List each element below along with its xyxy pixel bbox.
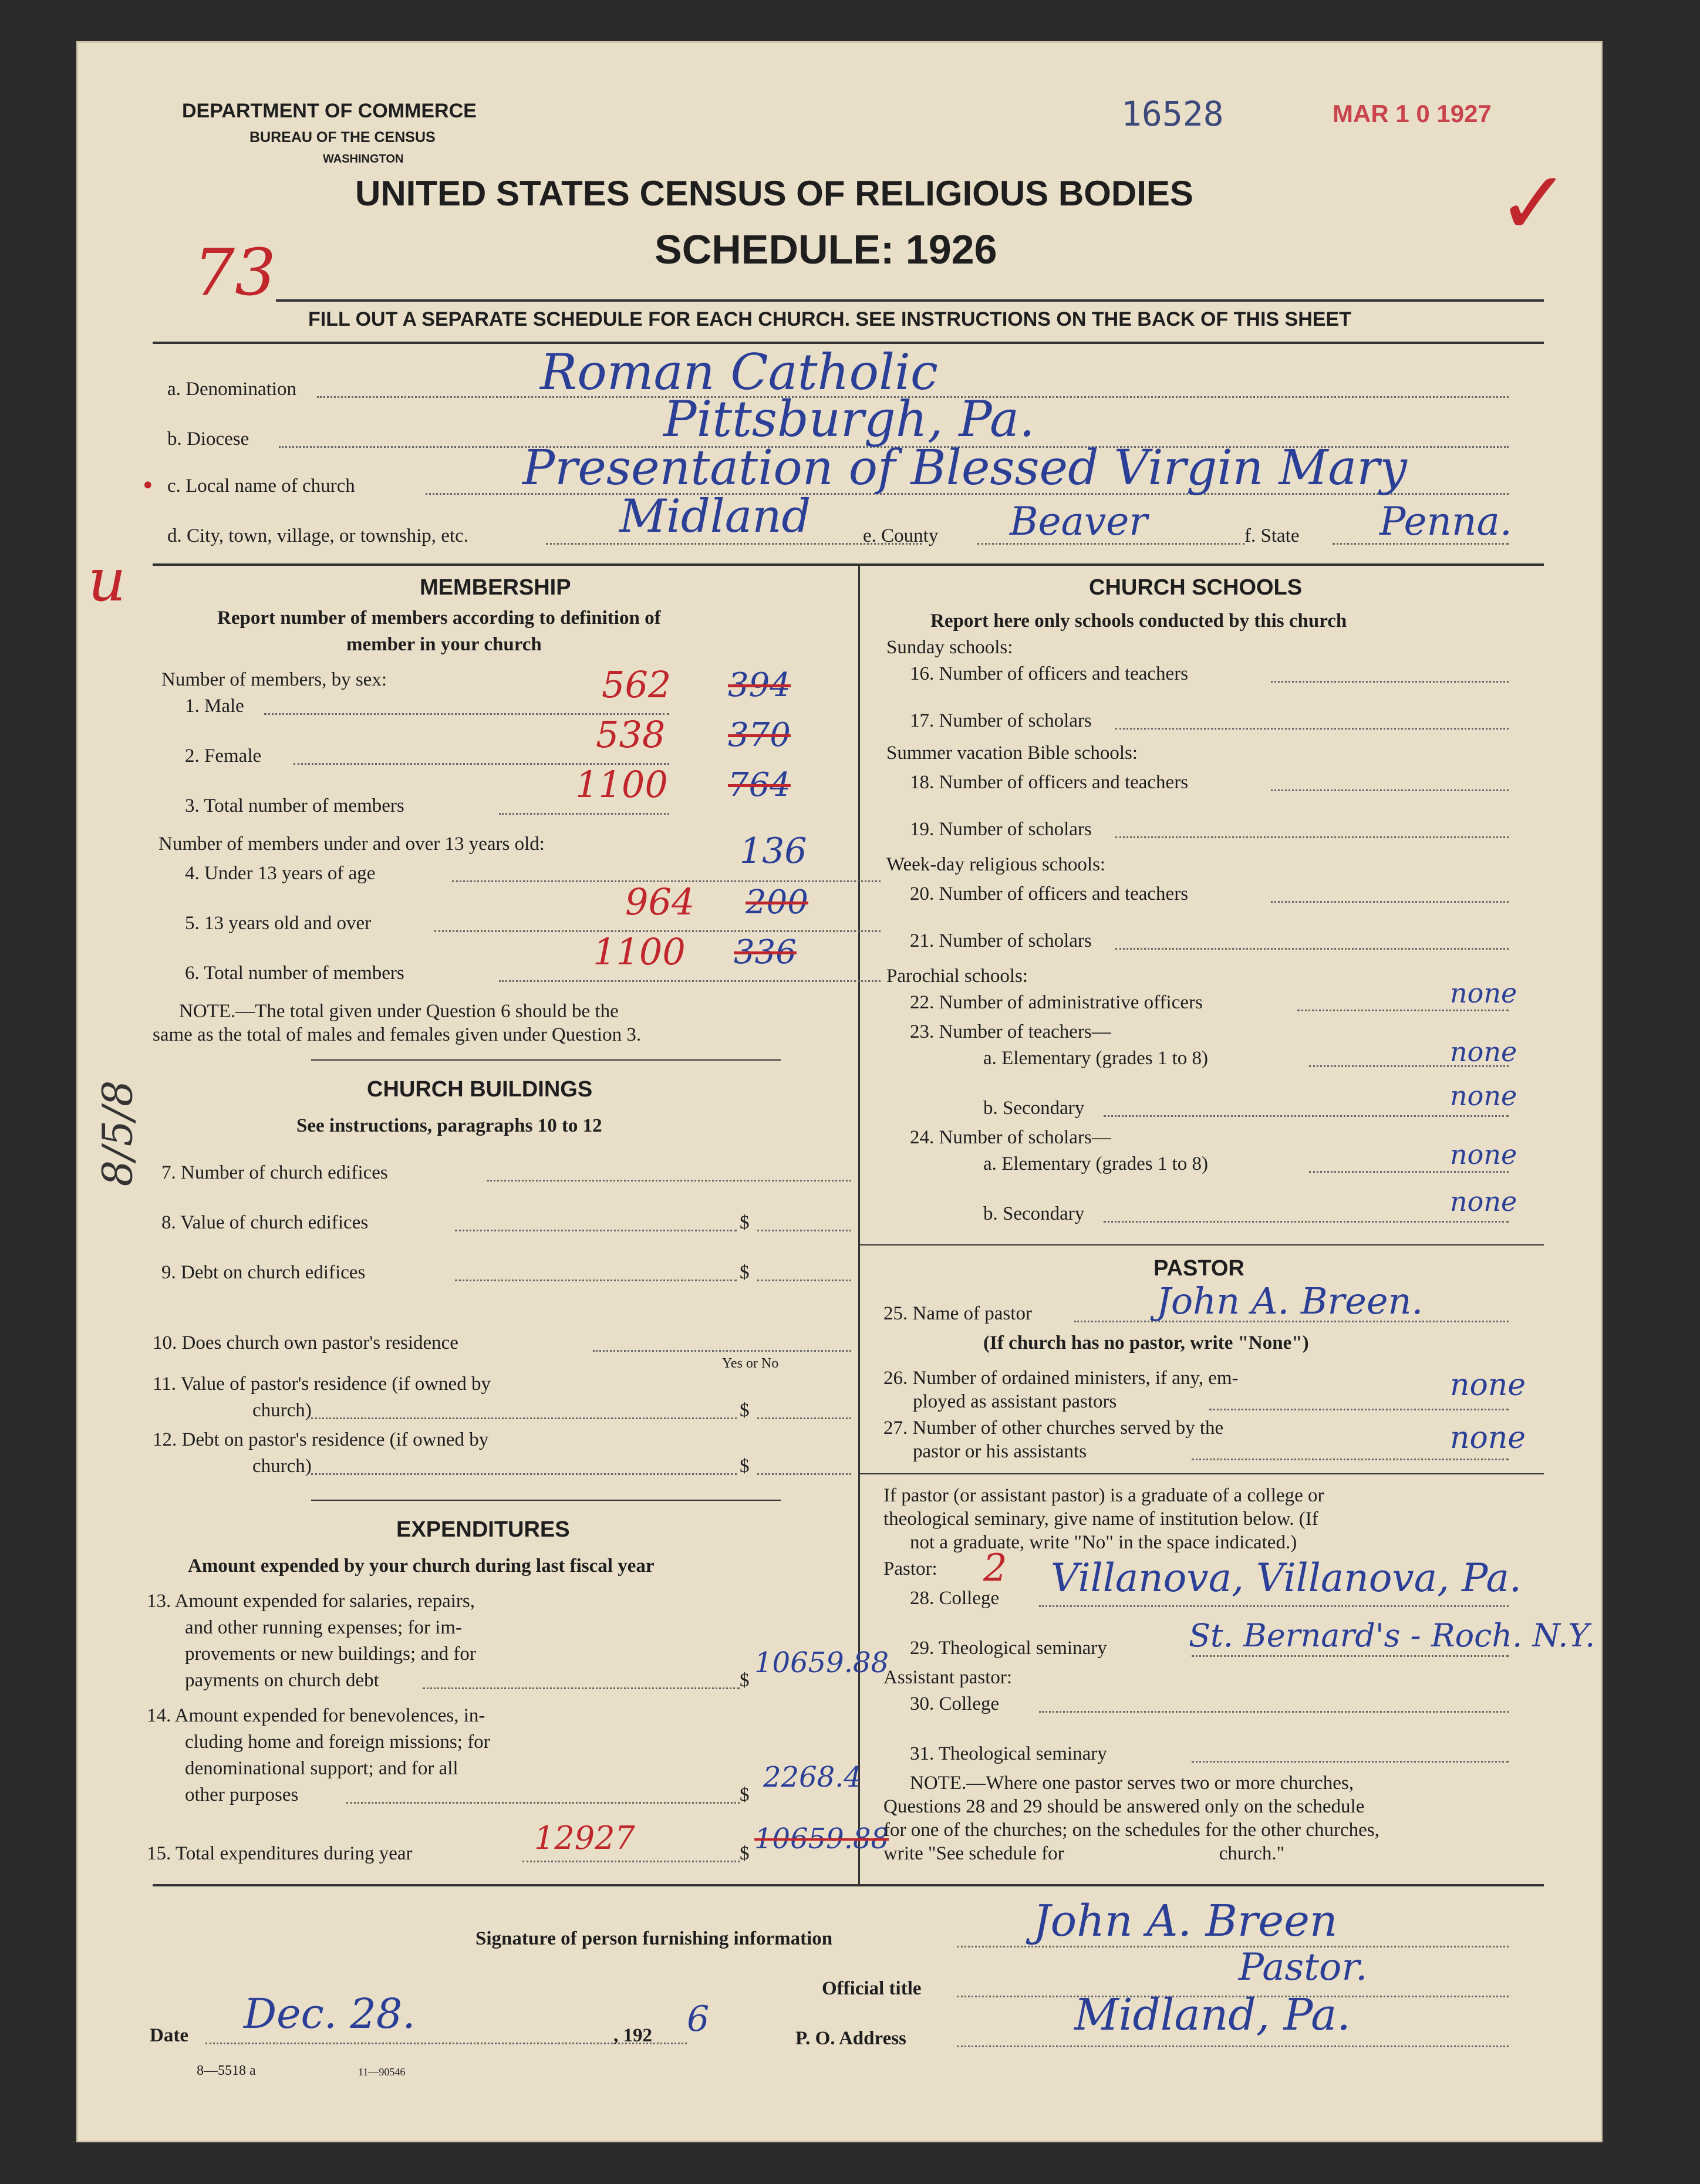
rule xyxy=(153,563,1544,566)
q9-label: 9. Debt on church edifices xyxy=(161,1262,366,1283)
assistant-pastor-label: Assistant pastor: xyxy=(883,1667,1013,1688)
graduate-note-3: not a graduate, write "No" in the space indicated.) xyxy=(910,1532,1297,1553)
q1-male-label: 1. Male xyxy=(185,696,244,717)
q11-label-1: 11. Value of pastor's residence (if owned by xyxy=(153,1373,491,1395)
q28-line xyxy=(1039,1605,1509,1607)
q3-line xyxy=(499,813,669,815)
red-margin-mark: u xyxy=(88,546,126,615)
q24b-value: none xyxy=(1450,1186,1517,1217)
year-label: , 192 xyxy=(613,2025,652,2046)
q15-line xyxy=(522,1861,740,1862)
q9-line xyxy=(455,1280,737,1281)
q12-label-1: 12. Debt on pastor's residence (if owned by xyxy=(153,1429,489,1450)
pastor-note-1: NOTE.—Where one pastor serves two or more churches, xyxy=(910,1773,1354,1794)
q27-line xyxy=(1192,1459,1509,1460)
rule xyxy=(311,1500,781,1501)
q19-line xyxy=(1115,836,1509,838)
county-label: e. County xyxy=(863,525,939,546)
q31-line xyxy=(1192,1761,1509,1763)
sunday-schools-label: Sunday schools: xyxy=(886,637,1013,658)
diocese-label: b. Diocese xyxy=(167,428,249,450)
red-check-mark: ✓ xyxy=(1497,156,1571,253)
membership-subtitle-1: Report number of members according to definition of xyxy=(217,607,661,629)
q17-line xyxy=(1115,728,1509,730)
membership-note-1: NOTE.—The total given under Question 6 should be the xyxy=(179,1001,619,1022)
expenditures-title: EXPENDITURES xyxy=(396,1517,570,1542)
q16-line xyxy=(1271,681,1509,683)
city-value: Midland xyxy=(619,490,811,543)
received-date-stamp: MAR 1 0 1927 xyxy=(1333,100,1492,127)
q6-total-value: 1100 xyxy=(593,930,686,973)
q27-value: none xyxy=(1450,1420,1526,1456)
q3-total-label: 3. Total number of members xyxy=(185,795,404,816)
q12-dollar: $ xyxy=(740,1456,750,1477)
q13-label-2: and other running expenses; for im- xyxy=(185,1617,462,1638)
q4-under13-value: 136 xyxy=(740,831,807,872)
q5-over13-original: 200 xyxy=(746,883,808,921)
q30-line xyxy=(1039,1711,1509,1713)
q21-line xyxy=(1115,948,1509,950)
q5-over13-value: 964 xyxy=(625,880,695,923)
q8-label: 8. Value of church edifices xyxy=(161,1212,369,1233)
rule xyxy=(153,1884,1544,1886)
q11-amount-line xyxy=(757,1417,851,1419)
official-title-label: Official title xyxy=(822,1978,922,1999)
q23b-value: none xyxy=(1450,1080,1517,1112)
official-title-value: Pastor. xyxy=(1239,1946,1368,1989)
church-buildings-subtitle: See instructions, paragraphs 10 to 12 xyxy=(296,1115,602,1136)
under-over-label: Number of members under and over 13 years old: xyxy=(158,833,545,855)
weekday-schools-label: Week-day religious schools: xyxy=(886,854,1106,875)
graduate-note-1: If pastor (or assistant pastor) is a graduate of a college or xyxy=(883,1485,1324,1506)
yes-no-hint: Yes or No xyxy=(722,1356,779,1371)
q23b-line xyxy=(1104,1115,1509,1117)
q14-line xyxy=(346,1802,740,1804)
separate-schedule-instruction: FILL OUT A SEPARATE SCHEDULE FOR EACH CHURCH. SEE INSTRUCTIONS ON THE BACK OF THIS SHEET xyxy=(308,308,1351,330)
q8-amount-line xyxy=(757,1230,851,1231)
rule xyxy=(858,1473,1544,1474)
q28-value: Villanova, Villanova, Pa. xyxy=(1051,1555,1522,1601)
q26-label-2: ployed as assistant pastors xyxy=(913,1391,1117,1412)
members-by-sex-label: Number of members, by sex: xyxy=(161,669,387,690)
date-value: Dec. 28. xyxy=(244,1990,416,2038)
red-dot-mark: • xyxy=(141,472,155,499)
po-address-label: P. O. Address xyxy=(795,2028,906,2049)
q11-line xyxy=(311,1417,737,1419)
form-title: UNITED STATES CENSUS OF RELIGIOUS BODIES xyxy=(355,174,1193,213)
q24a-label: a. Elementary (grades 1 to 8) xyxy=(983,1153,1209,1174)
church-name-label: c. Local name of church xyxy=(167,475,355,497)
q1-male-original: 394 xyxy=(728,666,791,704)
rule xyxy=(858,1244,1544,1245)
q23b-label: b. Secondary xyxy=(983,1098,1085,1119)
po-address-line xyxy=(957,2045,1509,2047)
q19-label: 19. Number of scholars xyxy=(910,819,1092,840)
q15-label: 15. Total expenditures during year xyxy=(147,1843,413,1864)
q29-line xyxy=(1192,1655,1509,1657)
q30-label: 30. College xyxy=(910,1693,1000,1714)
city-label: d. City, town, village, or township, etc. xyxy=(167,525,468,546)
q24b-label: b. Secondary xyxy=(983,1203,1085,1224)
q14-label-3: denominational support; and for all xyxy=(185,1758,458,1779)
q1-male-value: 562 xyxy=(602,663,672,706)
handwritten-number: 73 xyxy=(194,235,276,310)
q20-line xyxy=(1271,901,1509,903)
q13-line xyxy=(423,1687,740,1689)
q25-label: 25. Name of pastor xyxy=(883,1303,1032,1324)
q6-total-label: 6. Total number of members xyxy=(185,963,404,984)
q15-dollar: $ xyxy=(740,1843,750,1864)
q31-label: 31. Theological seminary xyxy=(910,1743,1107,1764)
q13-label-1: 13. Amount expended for salaries, repairs, xyxy=(147,1591,475,1612)
q18-line xyxy=(1271,789,1509,791)
q11-dollar: $ xyxy=(740,1400,750,1421)
q24a-line xyxy=(1309,1171,1509,1173)
q22-value: none xyxy=(1450,977,1517,1009)
signature-label: Signature of person furnishing information xyxy=(475,1928,833,1949)
q24a-value: none xyxy=(1450,1139,1517,1170)
pastor-red-mark: 2 xyxy=(983,1547,1007,1590)
state-value: Penna. xyxy=(1379,499,1512,544)
church-schools-title: CHURCH SCHOOLS xyxy=(1089,575,1303,600)
church-schools-subtitle: Report here only schools conducted by this church xyxy=(930,610,1347,632)
pastor-note-3: for one of the churches; on the schedules for the other churches, xyxy=(883,1820,1379,1841)
q2-female-original: 370 xyxy=(728,716,791,754)
census-schedule-form xyxy=(76,41,1603,2142)
q23a-label: a. Elementary (grades 1 to 8) xyxy=(983,1048,1209,1069)
q23a-value: none xyxy=(1450,1036,1517,1068)
q18-label: 18. Number of officers and teachers xyxy=(910,772,1189,793)
q23-label: 23. Number of teachers— xyxy=(910,1021,1111,1042)
county-value: Beaver xyxy=(1010,499,1148,544)
form-number: 8—5518 a xyxy=(197,2063,256,2078)
q26-label-1: 26. Number of ordained ministers, if any, em- xyxy=(883,1368,1239,1389)
q9-amount-line xyxy=(757,1280,851,1281)
q29-label: 29. Theological seminary xyxy=(910,1638,1107,1659)
q7-line xyxy=(487,1180,851,1182)
graduate-note-2: theological seminary, give name of institution below. (If xyxy=(883,1508,1318,1530)
membership-note-2: same as the total of males and females given under Question 3. xyxy=(153,1024,642,1045)
q27-label-1: 27. Number of other churches served by the xyxy=(883,1417,1224,1439)
department-label: DEPARTMENT OF COMMERCE xyxy=(182,100,477,122)
q14-label-2: cluding home and foreign missions; for xyxy=(185,1731,490,1753)
q26-value: none xyxy=(1450,1368,1526,1403)
q3-total-value: 1100 xyxy=(575,763,668,806)
q17-label: 17. Number of scholars xyxy=(910,710,1092,731)
q6-line xyxy=(499,980,881,982)
q4-under13-label: 4. Under 13 years of age xyxy=(185,863,376,884)
q11-label-2: church) xyxy=(252,1400,312,1421)
q14-label-4: other purposes xyxy=(185,1784,299,1805)
q25-note: (If church has no pastor, write "None") xyxy=(983,1332,1309,1353)
q12-line xyxy=(311,1473,737,1475)
bureau-label: BUREAU OF THE CENSUS xyxy=(249,129,436,146)
q28-label: 28. College xyxy=(910,1588,1000,1609)
parochial-schools-label: Parochial schools: xyxy=(886,966,1028,987)
pastor-note-4: write "See schedule for church." xyxy=(883,1843,1285,1864)
q5-over13-label: 5. 13 years old and over xyxy=(185,913,372,934)
q13-value: 10659.88 xyxy=(754,1646,889,1679)
q15-value: 10659.88 xyxy=(754,1822,889,1855)
print-number: 11—90546 xyxy=(358,2066,406,2078)
summer-schools-label: Summer vacation Bible schools: xyxy=(886,742,1138,764)
church-name-value: Presentation of Blessed Virgin Mary xyxy=(522,440,1407,496)
year-value: 6 xyxy=(687,1999,710,2040)
po-address-value: Midland, Pa. xyxy=(1074,1990,1351,2040)
q9-dollar: $ xyxy=(740,1262,750,1283)
q27-label-2: pastor or his assistants xyxy=(913,1441,1087,1462)
q22-line xyxy=(1297,1010,1509,1011)
q25-value: John A. Breen. xyxy=(1156,1280,1424,1322)
city-label: WASHINGTON xyxy=(323,153,404,166)
q14-value: 2268.4 xyxy=(763,1761,862,1794)
rule xyxy=(311,1059,781,1061)
schedule-number: 16528 xyxy=(1121,94,1224,134)
diocese-value: Pittsburgh, Pa. xyxy=(663,390,1035,448)
q10-line xyxy=(593,1350,851,1352)
signature-value: John A. Breen xyxy=(1033,1896,1338,1946)
q13-label-4: payments on church debt xyxy=(185,1670,379,1691)
pastor-note-2: Questions 28 and 29 should be answered only on the schedule xyxy=(883,1796,1365,1817)
q26-line xyxy=(1209,1409,1509,1410)
q8-line xyxy=(455,1230,737,1231)
q8-dollar: $ xyxy=(740,1212,750,1233)
expenditures-subtitle: Amount expended by your church during last fiscal year xyxy=(188,1555,655,1577)
q29-value: St. Bernard's - Roch. N.Y. xyxy=(1189,1617,1596,1654)
q13-label-3: provements or new buildings; and for xyxy=(185,1643,476,1665)
denomination-value: Roman Catholic xyxy=(540,343,938,401)
q15-red-value: 12927 xyxy=(534,1820,635,1856)
membership-subtitle-2: member in your church xyxy=(346,634,542,655)
church-buildings-title: CHURCH BUILDINGS xyxy=(367,1077,593,1102)
q2-female-label: 2. Female xyxy=(185,745,262,767)
pencil-margin-note: 8/5/8 xyxy=(93,1080,142,1187)
membership-title: MEMBERSHIP xyxy=(420,575,571,600)
schedule-year: SCHEDULE: 1926 xyxy=(655,227,997,272)
q16-label: 16. Number of officers and teachers xyxy=(910,663,1189,684)
denomination-label: a. Denomination xyxy=(167,379,296,400)
column-divider xyxy=(858,563,860,1884)
q20-label: 20. Number of officers and teachers xyxy=(910,883,1189,904)
q22-label: 22. Number of administrative officers xyxy=(910,992,1203,1013)
q3-total-original: 764 xyxy=(728,766,791,804)
q6-total-original: 336 xyxy=(734,933,797,971)
q12-amount-line xyxy=(757,1473,851,1475)
q13-dollar: $ xyxy=(740,1670,750,1691)
q21-label: 21. Number of scholars xyxy=(910,930,1092,951)
q2-female-value: 538 xyxy=(596,713,666,756)
date-label: Date xyxy=(150,2025,188,2046)
pastor-label: Pastor: xyxy=(883,1558,937,1579)
q10-label: 10. Does church own pastor's residence xyxy=(153,1332,458,1353)
q14-dollar: $ xyxy=(740,1784,750,1805)
q24-label: 24. Number of scholars— xyxy=(910,1127,1111,1148)
q24b-line xyxy=(1104,1221,1509,1223)
rule xyxy=(276,299,1544,302)
pastor-title: PASTOR xyxy=(1153,1256,1244,1281)
q12-label-2: church) xyxy=(252,1456,312,1477)
q7-label: 7. Number of church edifices xyxy=(161,1162,388,1183)
q14-label-1: 14. Amount expended for benevolences, in- xyxy=(147,1705,485,1726)
state-label: f. State xyxy=(1244,525,1300,546)
